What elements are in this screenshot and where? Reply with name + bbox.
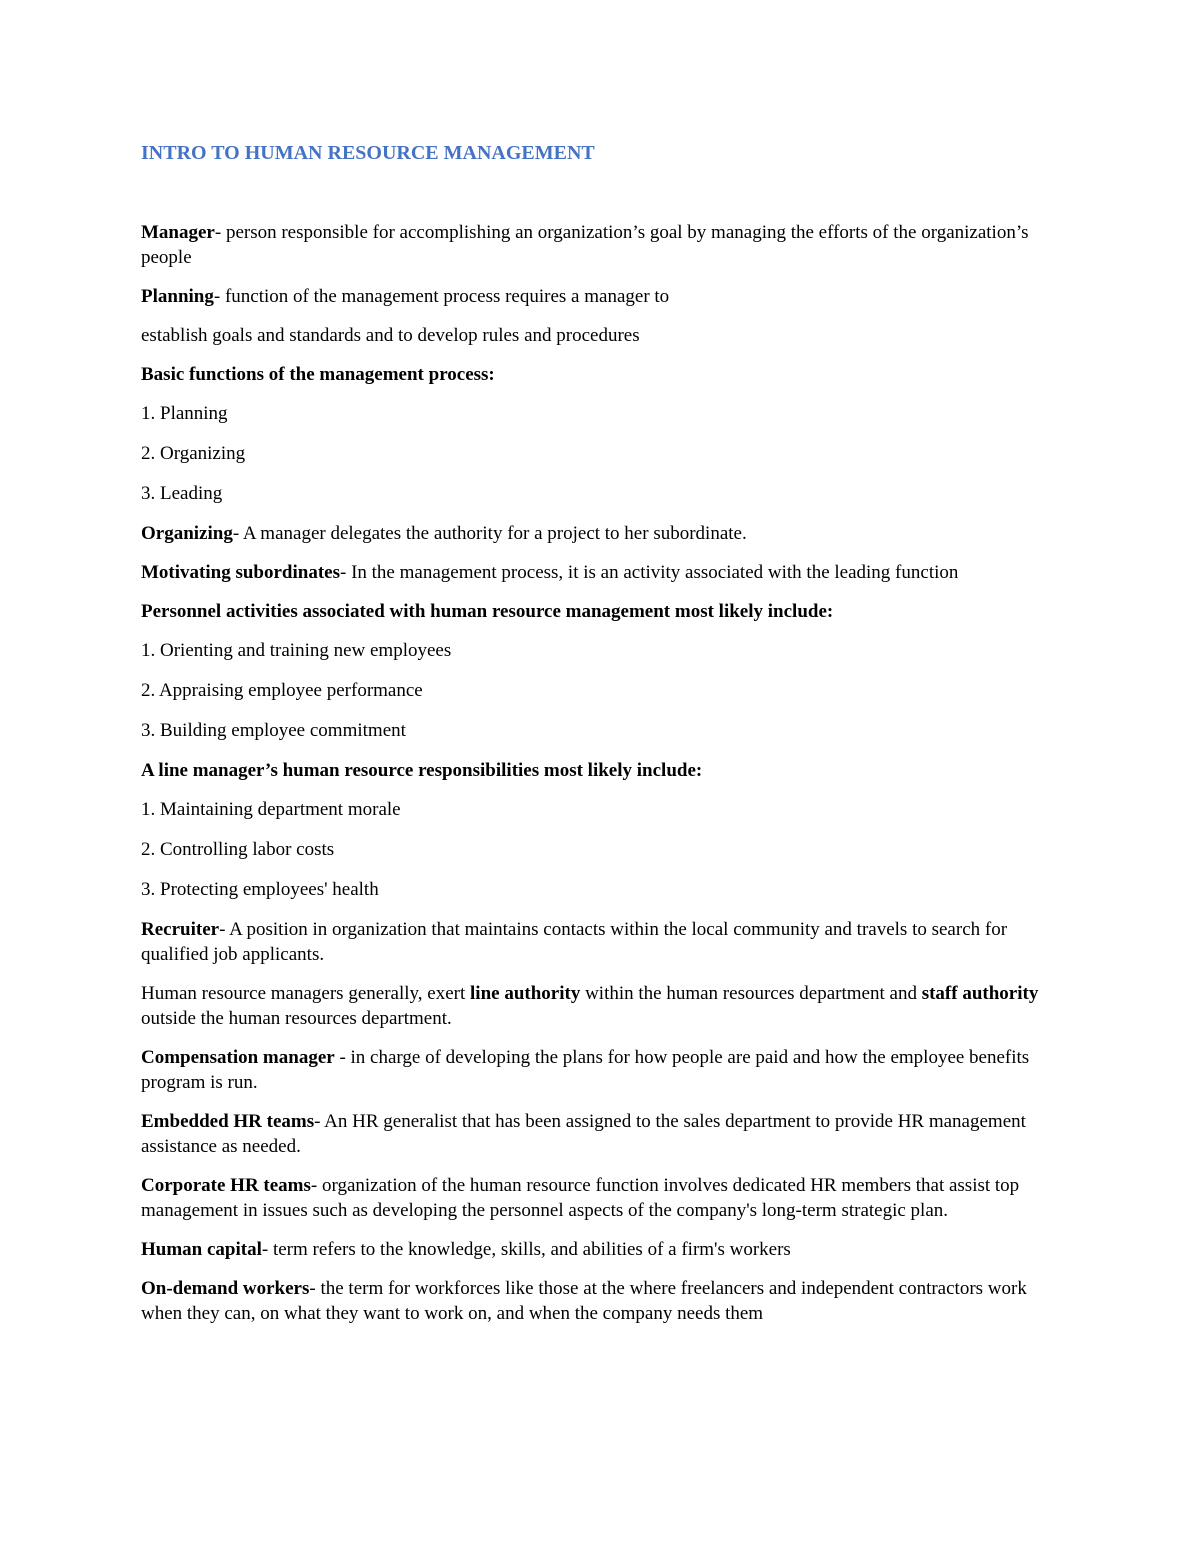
definition-text-human-capital: - term refers to the knowledge, skills, and abilities of a firm's workers (261, 1239, 791, 1260)
basic-functions-heading: Basic functions of the management process: (141, 364, 495, 385)
list-item: 2. Organizing (141, 443, 246, 464)
personnel-activities-heading: Personnel activities associated with human resource management most likely include: (141, 601, 834, 622)
term-manager: Manager (141, 222, 215, 243)
definition-human-capital (141, 1237, 1066, 1262)
definition-text-compensation-manager: - in charge of developing the plans for how people are paid and how the employee benefits program is run. (141, 1047, 1030, 1093)
planning-continuation: establish goals and standards and to develop rules and procedures (141, 325, 640, 346)
list-item: 1. Orienting and training new employees (141, 640, 452, 661)
authority-text-1: Human resource managers generally, exert (141, 983, 471, 1004)
list-item: 3. Leading (141, 483, 223, 504)
term-organizing: Organizing (141, 523, 233, 544)
definition-motivating (141, 560, 1066, 585)
document-body (141, 139, 1066, 1340)
definition-corporate-hr-teams (141, 1173, 1066, 1223)
definition-on-demand-workers (141, 1276, 1066, 1326)
definition-text-organizing: - A manager delegates the authority for a project to her subordinate. (232, 523, 747, 544)
definition-planning (141, 284, 1066, 309)
definition-text-embedded-hr-teams: - An HR generalist that has been assigned to the sales department to provide HR management assistance as needed. (141, 1111, 1026, 1157)
term-compensation-manager: Compensation manager (141, 1047, 335, 1068)
authority-text-3: outside the human resources department. (141, 1008, 452, 1029)
definition-text-planning: - function of the management process requires a manager to (213, 286, 670, 307)
term-motivating: Motivating subordinates (141, 562, 340, 583)
term-staff-authority: staff authority (921, 983, 1039, 1004)
term-planning: Planning (141, 286, 214, 307)
line-manager-heading: A line manager’s human resource responsibilities most likely include: (141, 760, 703, 781)
definition-text-motivating: - In the management process, it is an activity associated with the leading function (340, 562, 959, 583)
document-title: INTRO TO HUMAN RESOURCE MANAGEMENT (141, 142, 595, 164)
definition-text-manager: - person responsible for accomplishing an organization’s goal by managing the efforts of the organization’s people (141, 222, 1029, 268)
authority-text-2: within the human resources department and (580, 983, 922, 1004)
term-embedded-hr-teams: Embedded HR teams (141, 1111, 315, 1132)
definition-text-corporate-hr-teams: - organization of the human resource function involves dedicated HR members that assist top management in issues such as developing the personnel aspects of the company's long-term strategic plan. (141, 1175, 1020, 1221)
list-item: 3. Protecting employees' health (141, 879, 379, 900)
list-item: 2. Controlling labor costs (141, 839, 335, 860)
definition-text-on-demand-workers: - the term for workforces like those at the where freelancers and independent contractors work when they can, on what they want to work on, and when the company needs them (141, 1278, 1027, 1324)
authority-paragraph (141, 981, 1066, 1031)
list-item: 1. Planning (141, 403, 228, 424)
list-item: 1. Maintaining department morale (141, 799, 401, 820)
definition-embedded-hr-teams (141, 1109, 1066, 1159)
definition-manager (141, 220, 1066, 270)
definition-compensation-manager (141, 1045, 1066, 1095)
term-human-capital: Human capital (141, 1239, 262, 1260)
term-corporate-hr-teams: Corporate HR teams (141, 1175, 311, 1196)
definition-text-recruiter: - A position in organization that maintains contacts within the local community and travels to search for qualified job applicants. (141, 919, 1008, 965)
term-on-demand-workers: On-demand workers (141, 1278, 310, 1299)
term-recruiter: Recruiter (141, 919, 220, 940)
term-line-authority: line authority (470, 983, 581, 1004)
definition-organizing (141, 521, 1066, 546)
list-item: 3. Building employee commitment (141, 720, 406, 741)
definition-recruiter (141, 917, 1066, 967)
list-item: 2. Appraising employee performance (141, 680, 423, 701)
